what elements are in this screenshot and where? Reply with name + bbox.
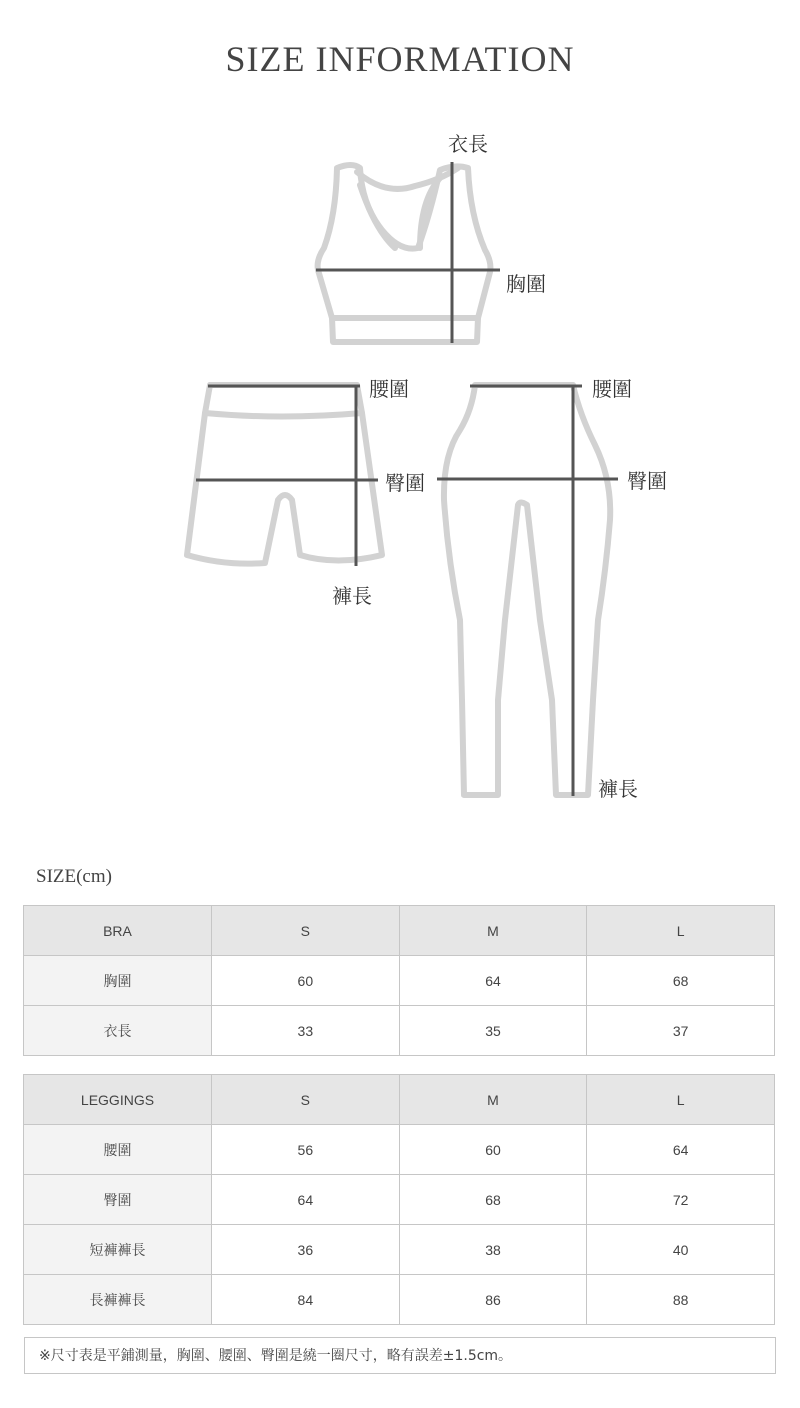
table-header-row: [24, 906, 775, 956]
row-label: 短褲褲長: [24, 1225, 212, 1275]
table-header-row: [24, 1075, 775, 1125]
table-cell: 64: [212, 1175, 400, 1225]
table-row: [24, 1275, 775, 1325]
table-cell: 35: [399, 1006, 587, 1056]
table-header-cell: BRA: [24, 906, 212, 956]
bra-bust-label: 胸圍: [506, 272, 546, 296]
table-cell: 38: [399, 1225, 587, 1275]
leggings-waist-label: 腰圍: [592, 377, 632, 401]
row-label: 胸圍: [24, 956, 212, 1006]
shorts-length-label: 褲長: [332, 584, 372, 608]
leggings-size-table: [23, 1074, 775, 1325]
row-label: 衣長: [24, 1006, 212, 1056]
table-header-cell: M: [399, 906, 587, 956]
leggings-hip-label: 臀圍: [627, 469, 667, 493]
shorts-hip-label: 臀圍: [385, 471, 425, 495]
table-cell: 84: [212, 1275, 400, 1325]
table-cell: 64: [587, 1125, 775, 1175]
table-cell: 60: [212, 956, 400, 1006]
measurement-note: ※尺寸表是平鋪測量，胸圍、腰圍、臀圍是繞一圈尺寸，略有誤差±1.5cm。: [24, 1337, 776, 1374]
table-row: [24, 1225, 775, 1275]
table-row: [24, 1175, 775, 1225]
shorts-waistband: [205, 413, 362, 417]
leggings-length-label: 褲長: [598, 777, 638, 801]
table-cell: 33: [212, 1006, 400, 1056]
table-cell: 40: [587, 1225, 775, 1275]
table-cell: 72: [587, 1175, 775, 1225]
table-header-cell: LEGGINGS: [24, 1075, 212, 1125]
table-cell: 60: [399, 1125, 587, 1175]
table-header-cell: M: [399, 1075, 587, 1125]
table-header-cell: L: [587, 906, 775, 956]
bra-size-table: [23, 905, 775, 1056]
table-cell: 36: [212, 1225, 400, 1275]
table-cell: 37: [587, 1006, 775, 1056]
table-cell: 88: [587, 1275, 775, 1325]
table-cell: 68: [587, 956, 775, 1006]
page-title: SIZE INFORMATION: [225, 39, 575, 79]
leggings-outline: [444, 385, 610, 795]
table-cell: 56: [212, 1125, 400, 1175]
bra-length-label: 衣長: [448, 132, 488, 156]
table-row: [24, 956, 775, 1006]
row-label: 腰圍: [24, 1125, 212, 1175]
table-row: [24, 1006, 775, 1056]
table-row: [24, 1125, 775, 1175]
table-header-cell: L: [587, 1075, 775, 1125]
table-cell: 86: [399, 1275, 587, 1325]
table-cell: 68: [399, 1175, 587, 1225]
size-unit-label: SIZE(cm): [36, 866, 112, 887]
row-label: 臀圍: [24, 1175, 212, 1225]
shorts-waist-label: 腰圍: [369, 377, 409, 401]
table-cell: 64: [399, 956, 587, 1006]
table-header-cell: S: [212, 1075, 400, 1125]
row-label: 長褲褲長: [24, 1275, 212, 1325]
table-header-cell: S: [212, 906, 400, 956]
